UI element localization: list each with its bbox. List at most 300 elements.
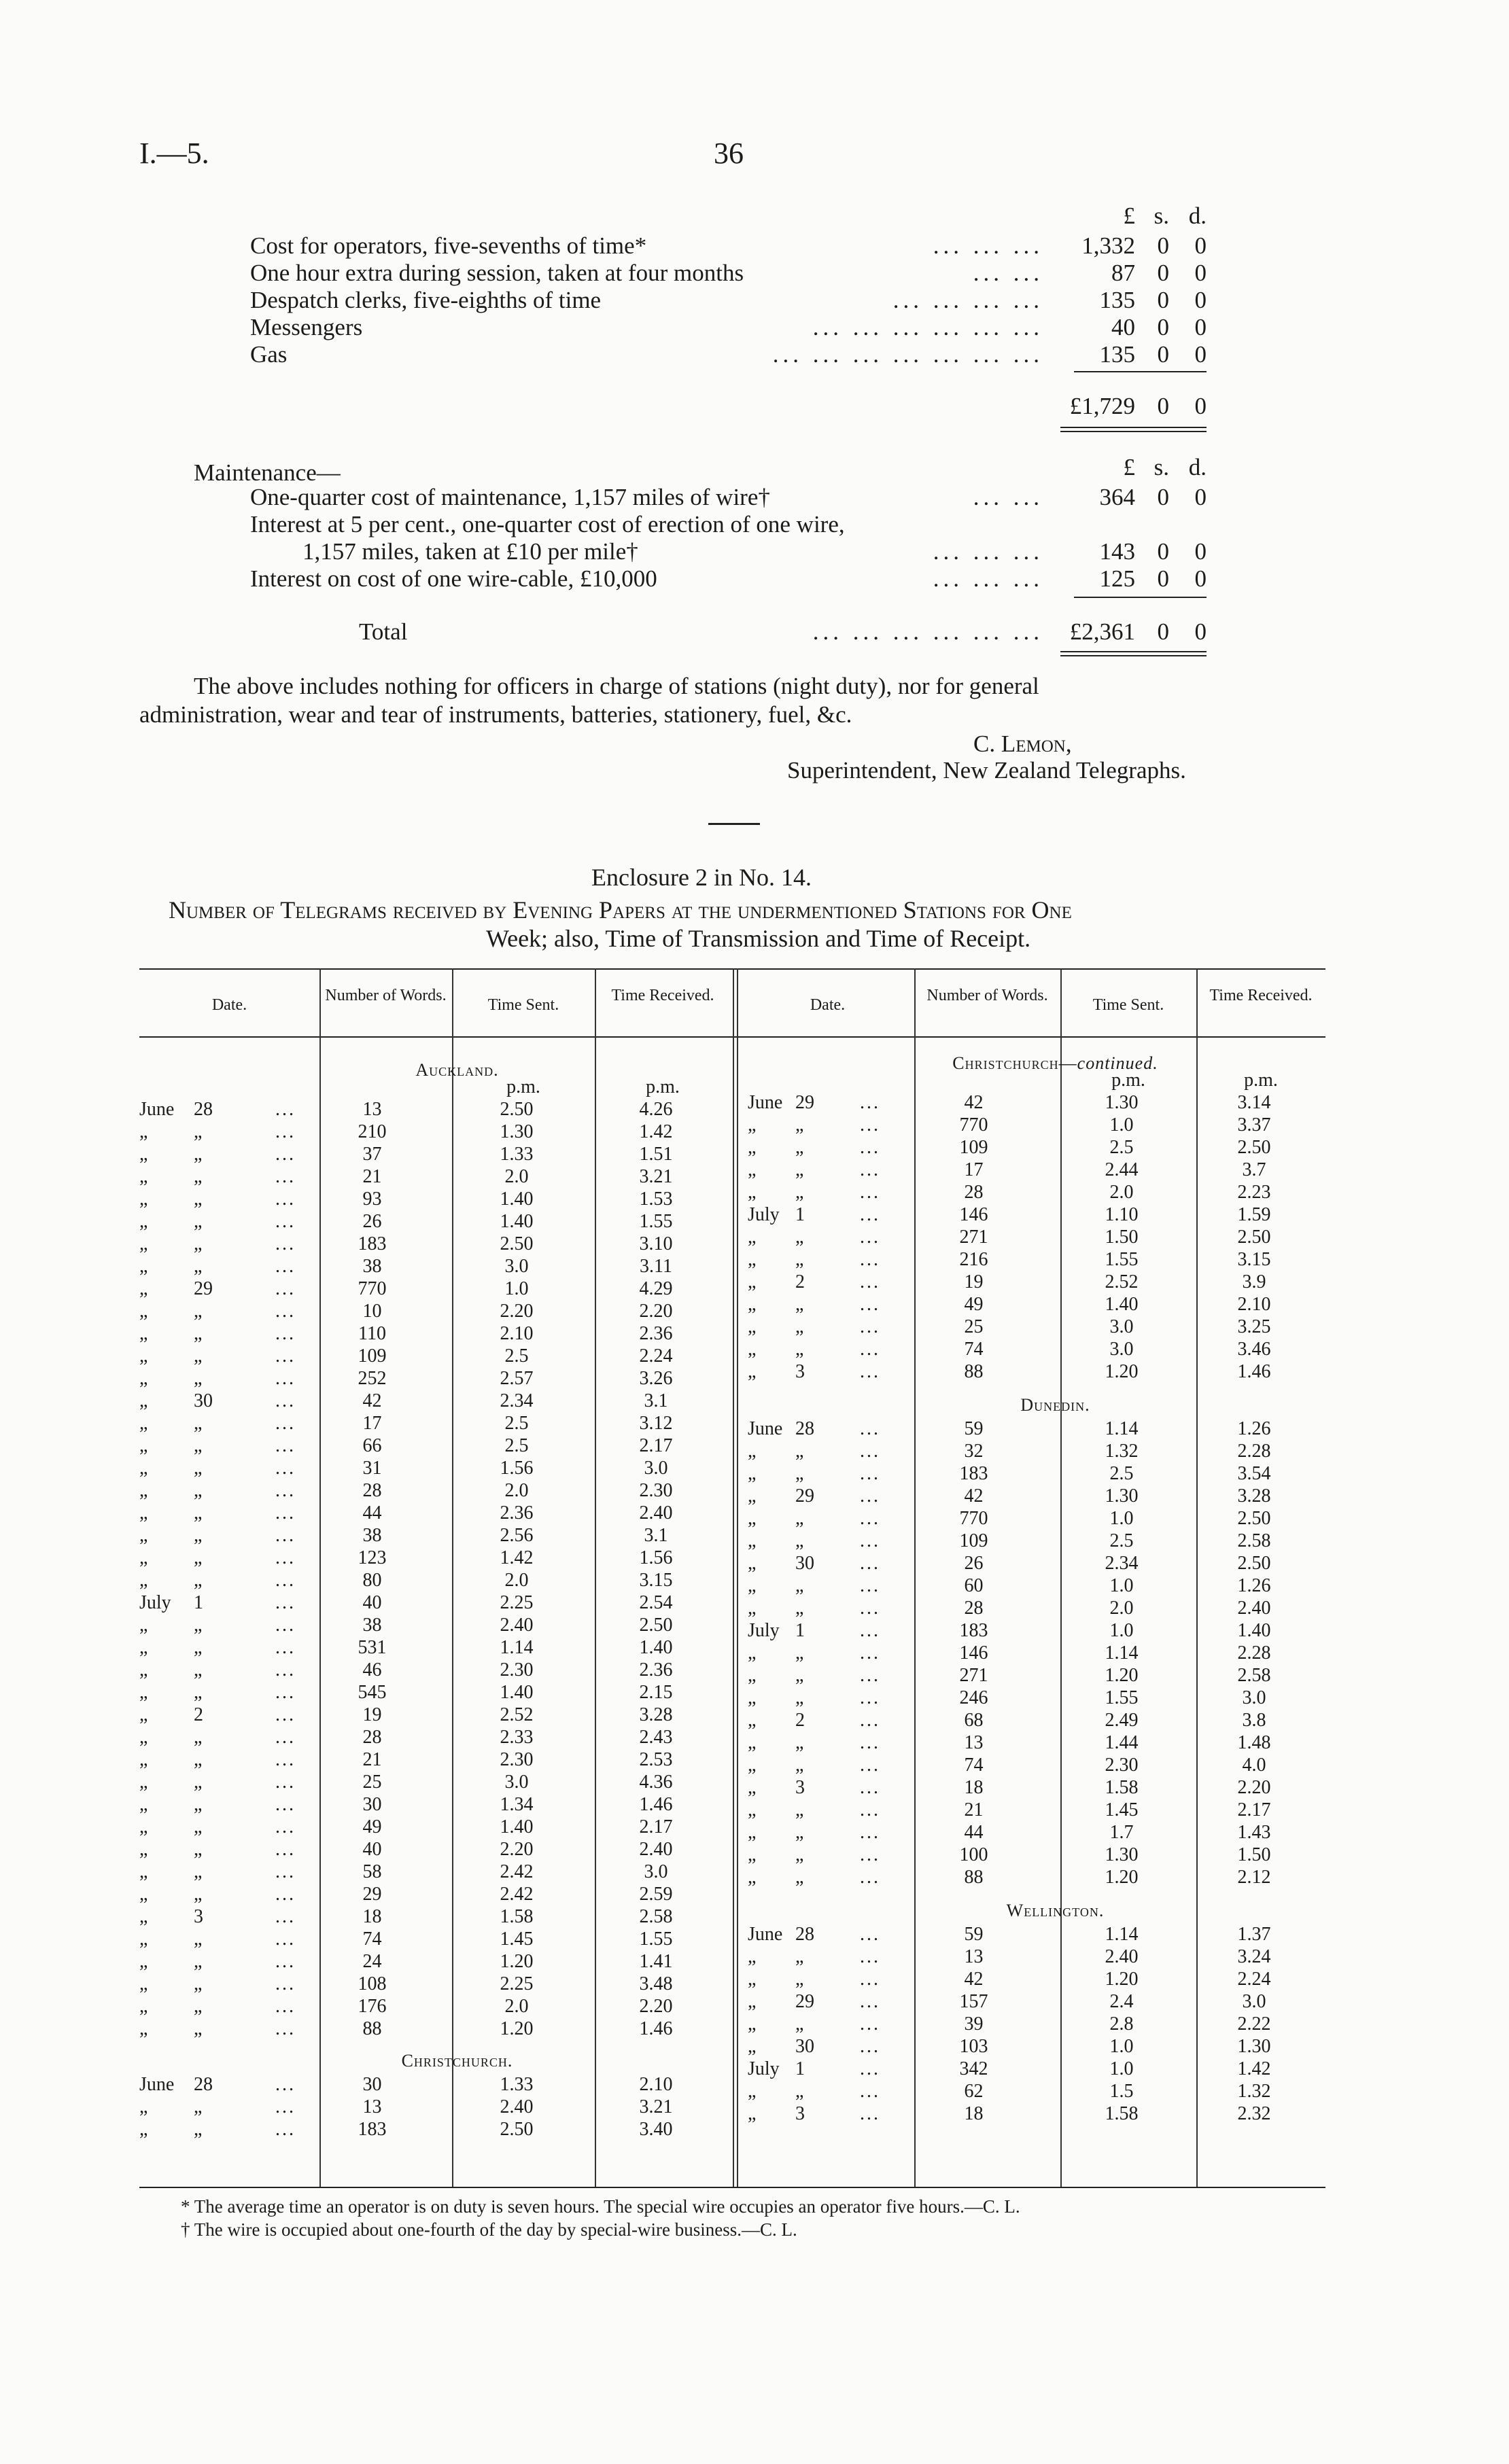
column-header-words: Number of Words. [926,987,1048,1004]
date-month: „ [748,1339,757,1360]
number-of-words: 28 [362,1727,382,1748]
time-received: 3.28 [639,1704,673,1725]
leader-dots: ... [275,1301,296,1322]
cost-item-shillings: 0 [1157,232,1169,259]
leader-dots: ... ... ... [933,232,1043,259]
number-of-words: 19 [362,1704,382,1725]
time-sent: 2.36 [500,1502,534,1524]
half-divider-a [733,968,734,2187]
time-received: 3.10 [639,1233,673,1254]
date-day: 28 [194,1099,213,1120]
leader-dots: ... [275,1390,296,1411]
leader-dots: ... [275,1099,296,1120]
date-day: 29 [795,1092,814,1113]
time-received: 2.32 [1237,2103,1271,2124]
date-month: „ [748,1710,757,1731]
date-month: „ [139,1413,148,1434]
leader-dots: ... [275,1816,296,1837]
subtotal-shillings: 0 [1157,393,1169,419]
leader-dots: ... [275,1637,296,1658]
time-sent: 1.14 [1105,1924,1139,1945]
column-header-recv: Time Received. [611,987,714,1004]
leader-dots: ... [275,2096,296,2117]
time-received: 2.50 [1237,1553,1271,1574]
time-sent: 1.30 [500,1121,534,1142]
date-day: „ [795,1867,804,1888]
number-of-words: 246 [959,1687,988,1708]
time-received: 3.1 [644,1525,668,1546]
date-month: „ [139,1390,148,1411]
time-received: 3.48 [639,1973,673,1994]
time-sent: 2.30 [500,1659,534,1680]
date-month: „ [139,1233,148,1254]
leader-dots: ... [275,1973,296,1994]
date-day: 28 [795,1924,814,1945]
station-name: Christchurch— [952,1053,1077,1073]
time-received: 3.28 [1237,1485,1271,1507]
date-day: „ [795,1159,804,1180]
time-sent: 2.0 [504,1996,529,2017]
date-month: „ [748,1575,757,1596]
date-day: „ [795,1946,804,1967]
number-of-words: 31 [362,1458,382,1479]
number-of-words: 58 [362,1861,382,1882]
footnote-1: * The average time an operator is on duty is seven hours. The special wire occupies an operator five hours.—C. L. [181,2196,1020,2217]
number-of-words: 44 [362,1502,382,1524]
cost-item-pounds: 135 [1099,341,1135,368]
date-month: „ [139,1816,148,1837]
time-sent: 1.0 [1109,1114,1134,1136]
time-received: 2.17 [639,1816,673,1837]
date-day: „ [194,1794,203,1815]
number-of-words: 176 [358,1996,387,2017]
leader-dots: ... [860,1294,880,1315]
leader-dots: ... [860,1799,880,1820]
leader-dots: ... [860,1755,880,1776]
time-sent: 2.5 [1109,1463,1134,1484]
time-received: 1.37 [1237,1924,1271,1945]
signature-title: Superintendent, New Zealand Telegraphs. [787,757,1186,784]
maintenance-item-label: One-quarter cost of maintenance, 1,157 miles of wire† [250,484,770,510]
date-day: 30 [795,1553,814,1574]
time-sent: 2.52 [1105,1271,1139,1292]
number-of-words: 37 [362,1144,382,1165]
time-sent: 3.0 [1109,1339,1134,1360]
number-of-words: 42 [964,1092,984,1113]
number-of-words: 59 [964,1418,984,1439]
leader-dots: ... [860,2058,880,2079]
leader-dots: ... [275,1682,296,1703]
number-of-words: 531 [358,1637,387,1658]
time-received: 2.12 [1237,1867,1271,1888]
time-sent: 1.14 [1105,1418,1139,1439]
leader-dots: ... ... [973,484,1043,510]
date-month: „ [139,1166,148,1187]
leader-dots: ... [860,1642,880,1664]
time-sent: 2.0 [1109,1598,1134,1619]
number-of-words: 28 [964,1182,984,1203]
time-sent: 2.50 [500,1233,534,1254]
time-sent: 2.8 [1109,2013,1134,2035]
leader-dots: ... [860,1441,880,1462]
date-day: „ [194,1884,203,1905]
time-received: 2.24 [1237,1969,1271,1990]
number-of-words: 49 [362,1816,382,1837]
maintenance-item-shillings: 0 [1157,565,1169,592]
date-month: „ [139,1637,148,1658]
date-day: 3 [795,1361,805,1382]
time-sent: 1.40 [500,1211,534,1232]
leader-dots: ... [275,1547,296,1568]
date-month: „ [139,1435,148,1456]
cost-item-label: One hour extra during session, taken at four months [250,260,744,286]
date-month: „ [748,1361,757,1382]
number-of-words: 28 [362,1480,382,1501]
date-month: „ [139,1906,148,1927]
number-of-words: 38 [362,1525,382,1546]
time-received: 1.46 [1237,1361,1271,1382]
date-day: „ [795,1294,804,1315]
date-day: „ [795,1249,804,1270]
time-sent: 1.20 [1105,1665,1139,1686]
number-of-words: 146 [959,1642,988,1664]
date-month: „ [139,1996,148,2017]
grand-total-pence: 0 [1194,618,1207,645]
date-day: „ [194,1144,203,1165]
time-received: 2.50 [1237,1227,1271,1248]
number-of-words: 109 [959,1530,988,1551]
time-unit-received: p.m. [646,1076,680,1097]
date-month: „ [139,1502,148,1524]
date-day: „ [795,1463,804,1484]
date-month: „ [748,1441,757,1462]
time-received: 2.30 [639,1480,673,1501]
number-of-words: 80 [362,1570,382,1591]
number-of-words: 29 [362,1884,382,1905]
date-day: „ [795,1575,804,1596]
date-month: June [139,1099,175,1120]
leader-dots: ... ... ... ... ... ... [812,314,1043,340]
leader-dots: ... [275,1996,296,2017]
leader-dots: ... [275,1435,296,1456]
number-of-words: 13 [362,2096,382,2117]
time-sent: 1.20 [500,2018,534,2039]
date-day: „ [795,1755,804,1776]
date-month: „ [139,1749,148,1770]
number-of-words: 38 [362,1256,382,1277]
column-header-date: Date. [211,996,247,1014]
cost-item-pence: 0 [1194,232,1207,259]
date-day: „ [795,1687,804,1708]
date-month: „ [748,1159,757,1180]
date-day: „ [795,1137,804,1158]
number-of-words: 100 [959,1844,988,1865]
date-day: „ [194,1861,203,1882]
date-month: „ [748,1991,757,2012]
number-of-words: 32 [964,1441,984,1462]
leader-dots: ... ... ... ... ... ... ... [772,341,1043,368]
maint-head-pounds: £ [1123,454,1135,480]
date-day: „ [795,1598,804,1619]
leader-dots: ... [275,1906,296,1927]
leader-dots: ... [860,1969,880,1990]
date-day: 29 [194,1278,213,1299]
note-line-1: The above includes nothing for officers in charge of stations (night duty), nor for general [194,673,1039,699]
date-day: „ [194,1458,203,1479]
time-sent: 2.34 [500,1390,534,1411]
time-received: 3.24 [1237,1946,1271,1967]
time-sent: 1.40 [1105,1294,1139,1315]
subtotal-pence: 0 [1194,393,1207,419]
time-sent: 1.42 [500,1547,534,1568]
date-month: „ [748,1799,757,1820]
number-of-words: 21 [362,1749,382,1770]
number-of-words: 74 [964,1755,984,1776]
date-day: „ [194,1816,203,1837]
time-unit-received: p.m. [1244,1070,1278,1091]
column-header-recv: Time Received. [1209,987,1313,1004]
number-of-words: 24 [362,1951,382,1972]
date-month: June [139,2074,175,2095]
time-received: 3.15 [639,1570,673,1591]
date-day: 2 [795,1710,805,1731]
time-sent: 3.0 [504,1256,529,1277]
station-name: Auckland. [415,1060,499,1080]
leader-dots: ... [275,1413,296,1434]
time-sent: 2.30 [500,1749,534,1770]
maint-head-pence: d. [1188,454,1207,480]
leader-dots: ... [275,1592,296,1613]
time-received: 2.43 [639,1727,673,1748]
number-of-words: 13 [362,1099,382,1120]
time-received: 2.40 [639,1502,673,1524]
time-received: 1.59 [1237,1204,1271,1225]
number-of-words: 271 [959,1665,988,1686]
time-sent: 2.0 [1109,1182,1134,1203]
date-month: „ [139,1525,148,1546]
date-month: July [139,1592,171,1613]
time-received: 1.40 [1237,1620,1271,1641]
date-month: July [748,1620,780,1641]
cost-item-shillings: 0 [1157,314,1169,340]
leader-dots: ... [275,1278,296,1299]
time-sent: 2.33 [500,1727,534,1748]
ops-head-shillings: s. [1154,203,1169,229]
date-day: 1 [795,2058,805,2079]
station-name: Wellington. [1006,1901,1105,1920]
page-number: 36 [714,137,744,170]
date-month: „ [748,1553,757,1574]
number-of-words: 342 [959,2058,988,2079]
time-sent: 2.5 [504,1413,529,1434]
number-of-words: 40 [362,1592,382,1613]
date-month: „ [748,1755,757,1776]
time-sent: 2.50 [500,1099,534,1120]
date-day: „ [194,1973,203,1994]
time-sent: 2.4 [1109,1991,1134,2012]
leader-dots: ... [275,1502,296,1524]
number-of-words: 183 [959,1463,988,1484]
cost-item-pence: 0 [1194,287,1207,313]
date-day: 29 [795,1991,814,2012]
number-of-words: 183 [959,1620,988,1641]
number-of-words: 25 [964,1316,984,1337]
leader-dots: ... [275,1525,296,1546]
number-of-words: 21 [362,1166,382,1187]
number-of-words: 88 [362,2018,382,2039]
leader-dots: ... [860,1271,880,1292]
total-rule [1074,597,1207,598]
number-of-words: 770 [959,1508,988,1529]
time-received: 4.36 [639,1772,673,1793]
time-sent: 1.55 [1105,1249,1139,1270]
time-received: 3.26 [639,1368,673,1389]
date-month: „ [139,1301,148,1322]
maintenance-item-label: 1,157 miles, taken at £10 per mile† [302,538,638,565]
time-sent: 3.0 [1109,1316,1134,1337]
number-of-words: 30 [362,2074,382,2095]
leader-dots: ... ... [973,260,1043,286]
date-month: „ [748,1114,757,1136]
maintenance-item-pence: 0 [1194,484,1207,510]
date-day: „ [194,2119,203,2140]
time-received: 2.28 [1237,1441,1271,1462]
time-received: 1.55 [639,1929,673,1950]
leader-dots: ... [860,1665,880,1686]
time-sent: 1.56 [500,1458,534,1479]
date-day: „ [795,1822,804,1843]
leader-dots: ... [860,1339,880,1360]
ops-head-pence: d. [1188,203,1207,229]
time-received: 2.17 [1237,1799,1271,1820]
subtotal-double-rule-top [1060,427,1207,428]
date-month: „ [139,1144,148,1165]
date-day: „ [194,1166,203,1187]
time-received: 3.14 [1237,1092,1271,1113]
leader-dots: ... [275,1772,296,1793]
time-received: 2.50 [1237,1137,1271,1158]
maintenance-item-shillings: 0 [1157,484,1169,510]
date-month: „ [139,1727,148,1748]
time-sent: 1.58 [1105,2103,1139,2124]
time-received: 2.58 [1237,1530,1271,1551]
time-sent: 1.0 [1109,2036,1134,2057]
date-day: „ [194,1413,203,1434]
leader-dots: ... [860,1777,880,1798]
date-month: „ [139,2119,148,2140]
date-month: „ [139,1480,148,1501]
cost-item-shillings: 0 [1157,260,1169,286]
number-of-words: 183 [358,2119,387,2140]
cost-item-pounds: 135 [1099,287,1135,313]
date-day: „ [795,1508,804,1529]
subtotal-pounds: £1,729 [1069,393,1135,419]
leader-dots: ... [860,2103,880,2124]
date-day: „ [795,1844,804,1865]
date-day: 3 [194,1906,203,1927]
time-received: 1.53 [639,1189,673,1210]
cost-item-pence: 0 [1194,260,1207,286]
leader-dots: ... [860,1316,880,1337]
date-month: „ [748,1732,757,1753]
leader-dots: ... [860,1598,880,1619]
number-of-words: 68 [964,1710,984,1731]
maintenance-item-label: Interest on cost of one wire-cable, £10,000 [250,565,657,592]
date-day: „ [194,1772,203,1793]
time-received: 3.7 [1242,1159,1266,1180]
leader-dots: ... [275,1727,296,1748]
number-of-words: 42 [964,1485,984,1507]
date-month: „ [139,1345,148,1367]
cost-item-shillings: 0 [1157,341,1169,368]
number-of-words: 88 [964,1361,984,1382]
time-sent: 1.58 [500,1906,534,1927]
time-sent: 2.56 [500,1525,534,1546]
number-of-words: 13 [964,1946,984,1967]
time-sent: 2.5 [504,1345,529,1367]
leader-dots: ... [860,1732,880,1753]
date-day: 30 [795,2036,814,2057]
time-sent: 2.40 [500,1615,534,1636]
time-received: 3.54 [1237,1463,1271,1484]
leader-dots: ... [860,1946,880,1967]
leader-dots: ... [275,1256,296,1277]
leader-dots: ... [275,1570,296,1591]
date-day: „ [194,1256,203,1277]
time-received: 2.58 [1237,1665,1271,1686]
number-of-words: 66 [362,1435,382,1456]
date-month: „ [748,1777,757,1798]
leader-dots: ... [275,2119,296,2140]
leader-dots: ... [860,1204,880,1225]
time-sent: 1.45 [1105,1799,1139,1820]
time-sent: 1.0 [1109,1620,1134,1641]
leader-dots: ... [275,1121,296,1142]
leader-dots: ... [275,1749,296,1770]
date-month: „ [139,1458,148,1479]
date-month: „ [139,1973,148,1994]
date-month: „ [748,1867,757,1888]
time-sent: 2.0 [504,1166,529,1187]
time-received: 1.46 [639,2018,673,2039]
time-received: 3.12 [639,1413,673,1434]
leader-dots: ... [860,1620,880,1641]
time-sent: 1.30 [1105,1485,1139,1507]
time-received: 3.0 [1242,1687,1266,1708]
cost-item-label: Cost for operators, five-sevenths of time* [250,232,647,259]
time-received: 3.25 [1237,1316,1271,1337]
time-sent: 1.34 [500,1794,534,1815]
leader-dots: ... [860,1553,880,1574]
time-received: 1.42 [1237,2058,1271,2079]
date-day: „ [795,1732,804,1753]
enclosure-heading: Enclosure 2 in No. 14. [591,864,812,891]
date-month: „ [748,1822,757,1843]
time-unit-sent: p.m. [1111,1070,1145,1091]
date-month: „ [748,2081,757,2102]
date-month: „ [139,1772,148,1793]
maintenance-item-label: Interest at 5 per cent., one-quarter cost of erection of one wire, [250,511,845,538]
date-month: „ [748,1508,757,1529]
time-received: 2.20 [639,1996,673,2017]
date-month: „ [139,2096,148,2117]
date-month: „ [748,1598,757,1619]
time-sent: 2.52 [500,1704,534,1725]
number-of-words: 59 [964,1924,984,1945]
time-sent: 2.49 [1105,1710,1139,1731]
date-day: „ [194,1323,203,1344]
grand-total-pounds: £2,361 [1069,618,1135,645]
